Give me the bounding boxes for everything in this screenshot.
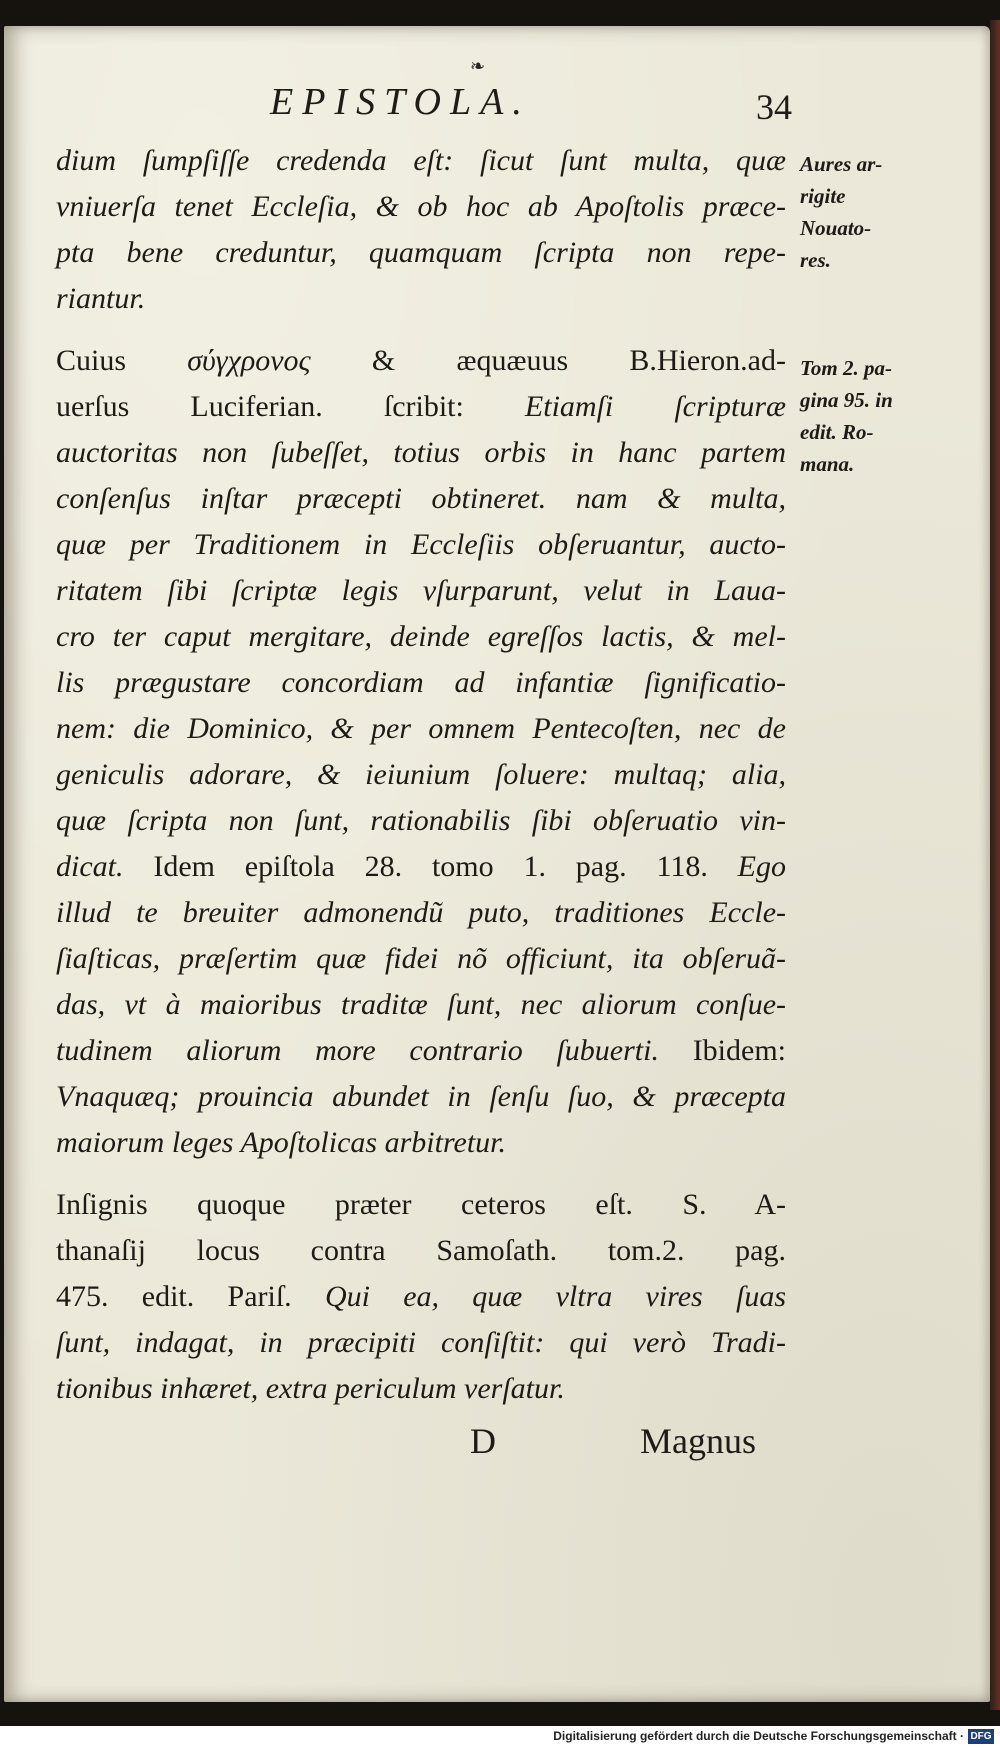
margin-note-line: Nouato- (800, 216, 872, 240)
text-segment: tudinem aliorum more contrario ſubuerti. (56, 1034, 693, 1067)
margin-note-line: gina 95. in (800, 388, 893, 412)
text-line: dium ſumpſiſſe credenda eſt: ſicut ſunt multa, quæ (56, 144, 786, 177)
text-line: Inſignis quoque præter ceteros eſt. S. A- (56, 1188, 786, 1221)
margin-note-line: mana. (800, 452, 855, 476)
text-line: vniuerſa tenet Eccleſia, & ob hoc ab Apoſtolis præce- (56, 190, 786, 223)
text-line (56, 844, 786, 890)
text-line: cro ter caput mergitare, deinde egreſſos lactis, & mel- (56, 620, 786, 653)
page-edge (990, 20, 1000, 1710)
digitization-footer (0, 1726, 1000, 1748)
text-line: illud te breuiter admonendũ puto, traditiones Eccle- (56, 896, 786, 929)
text-line: ritatem ſibi ſcriptæ legis vſurparunt, velut in Laua- (56, 574, 786, 607)
dfg-logo: DFG (968, 1729, 994, 1744)
text-line: geniculis adorare, & ieiunium ſoluere: multaq; alia, (56, 758, 786, 791)
text-line: riantur. (56, 282, 146, 315)
text-line: ſunt, indagat, in præcipiti conſiſtit: qui verò Tradi- (56, 1326, 786, 1359)
margin-note-line: rigite (800, 184, 846, 208)
text-segment: uerſus Luciferian. ſcribit: (56, 390, 525, 423)
text-line (56, 1028, 786, 1074)
margin-note-line: Tom 2. pa- (800, 356, 892, 380)
margin-note-reference (800, 352, 893, 480)
margin-note-aures (800, 148, 882, 276)
running-head: EPISTOLA. (270, 81, 531, 123)
text-line: nem: die Dominico, & per omnem Pentecoſten, nec de (56, 712, 786, 745)
text-line: tionibus inhæret, extra periculum verſatur. (56, 1372, 565, 1405)
catchword: Magnus (640, 1421, 756, 1461)
margin-note-line: Aures ar- (800, 152, 883, 176)
header-ornament: ❧ (470, 56, 486, 76)
text-segment: Cuius (56, 344, 188, 377)
text-segment: & æquæuus B.Hieron.ad- (310, 344, 786, 377)
text-segment: Idem epiſtola 28. tomo 1. pag. 118. (153, 850, 738, 883)
signature-mark: D (470, 1421, 496, 1461)
text-segment: Etiamſi ſcripturæ (524, 390, 786, 423)
text-line: thanaſij locus contra Samoſath. tom.2. pag. (56, 1234, 786, 1267)
text-line: quæ per Traditionem in Eccleſiis obſeruantur, aucto- (56, 528, 786, 561)
text-line: conſenſus inſtar præcepti obtineret. nam & multa, (56, 482, 786, 515)
text-segment: Ego (737, 850, 786, 883)
text-line: auctoritas non ſubeſſet, totius orbis in hanc partem (56, 436, 786, 469)
text-line: pta bene creduntur, quamquam ſcripta non repe- (56, 236, 786, 269)
text-segment: dicat. (56, 850, 154, 883)
text-line (56, 384, 786, 430)
text-line: Vnaquæq; prouincia abundet in ſenſu ſuo, & præcepta (56, 1080, 786, 1113)
text-segment: Ibidem: (692, 1034, 786, 1067)
page-number: 34 (756, 87, 792, 127)
margin-note-line: res. (800, 248, 831, 272)
text-segment: σύγχρονος (187, 344, 311, 377)
text-line: das, vt à maioribus traditæ ſunt, nec aliorum conſue- (56, 988, 786, 1021)
text-line: ſiaſticas, præſertim quæ fidei nõ officiunt, ita obſeruã- (56, 942, 786, 975)
text-segment: 475. edit. Pariſ. (56, 1280, 325, 1313)
body-text (56, 138, 786, 1412)
text-line: maiorum leges Apoſtolicas arbitretur. (56, 1126, 506, 1159)
funding-credit: Digitalisierung gefördert durch die Deutsche Forschungsgemeinschaft · (553, 1729, 964, 1743)
text-line (56, 1274, 786, 1320)
text-line: lis prægustare concordiam ad infantiæ ſignificatio- (56, 666, 786, 699)
text-line (56, 338, 786, 384)
margin-note-line: edit. Ro- (800, 420, 874, 444)
text-line: quæ ſcripta non ſunt, rationabilis ſibi obſeruatio vin- (56, 804, 786, 837)
text-segment: Qui ea, quæ vltra vires ſuas (324, 1280, 786, 1313)
